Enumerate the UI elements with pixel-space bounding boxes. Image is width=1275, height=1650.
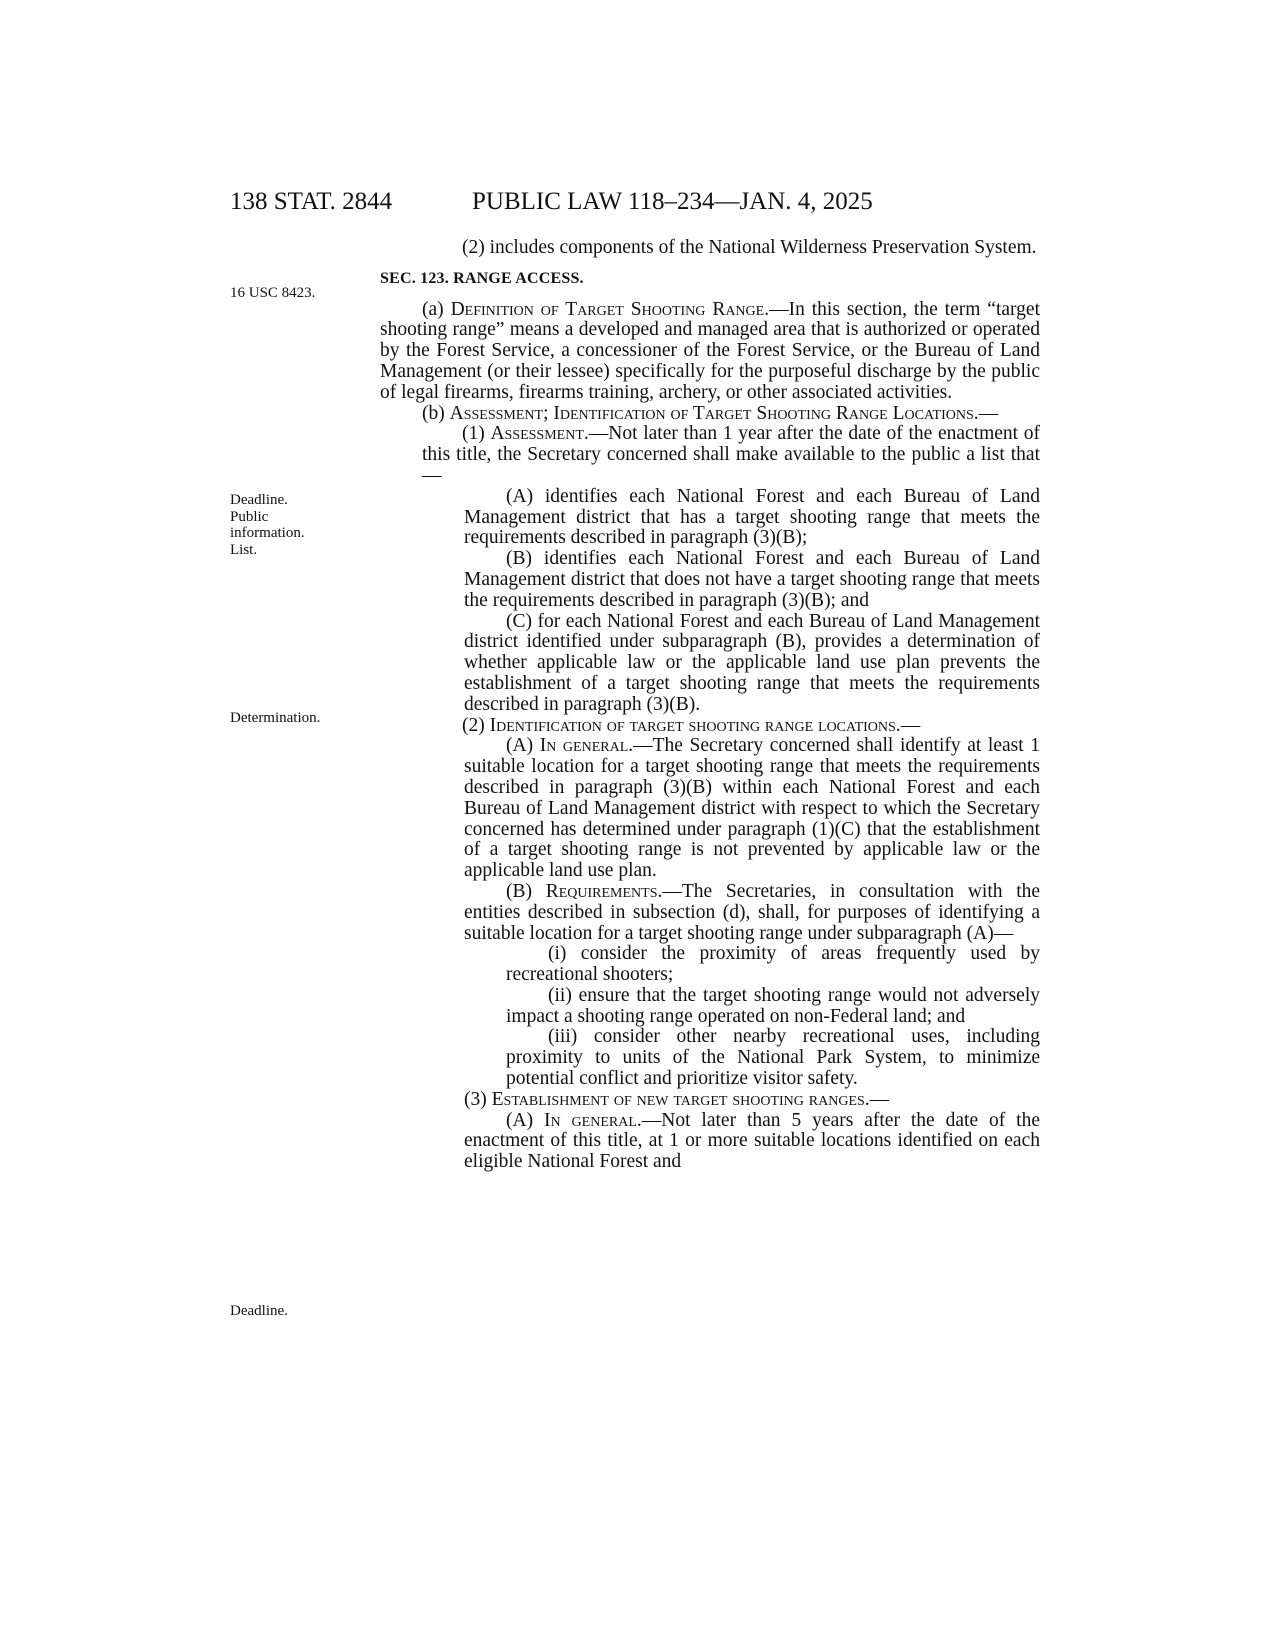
paragraph-b2-dash: — [900,714,921,736]
margin-note-determination: Determination. [230,710,321,726]
subsection-a-text: —In this section, the term “target shooting range” means a developed and managed area that is authorized or operated by the Forest Service, a concessioner of the Forest Service, or the Bureau of Land Management (or their lessee) specifically for the purposeful discharge by the public of legal firearms, firearms training, archery, or other associated activities. [380,298,1041,403]
margin-note-deadline-public-list [230,492,380,558]
subparagraph-b2A-label: (A) [506,735,534,757]
subsection-a-heading: Definition of Target Shooting Range. [450,298,770,320]
clause-b2Bii: (ii) ensure that the target shooting range would not adversely impact a shooting range operated on non-Federal land; and [506,984,1040,1027]
subparagraph-b1C: (C) for each National Forest and each Bureau of Land Management district identified under subparagraph (B), provides a determination of whether applicable law or the applicable land use plan prevents the establishment of a target shooting range that meets the requirements described in paragraph (3)(B). [464,610,1040,715]
margin-note-line: List. [230,541,258,558]
paragraph-b3-heading: Establishment of new target shooting ranges. [491,1088,870,1110]
paragraph-b1-text: —Not later than 1 year after the date of the enactment of this title, the Secretary concerned shall make available to the public a list that— [422,423,1040,486]
subparagraph-b1B: (B) identifies each National Forest and each Bureau of Land Management district that does not have a target shooting range that meets the requirements described in paragraph (3)(B); and [464,548,1040,611]
margin-note-usc: 16 USC 8423. [230,285,316,301]
margin-note-deadline: Deadline. [230,1303,288,1319]
subparagraph-b3A-label: (A) [506,1109,534,1131]
page-running-title: PUBLIC LAW 118–234—JAN. 4, 2025 [472,188,873,215]
subsection-b-heading: Assessment; Identification of Target Shooting Range Locations. [449,402,979,424]
paragraph-b1-heading: Assessment. [490,423,589,445]
clause-b2Biii: (iii) consider other nearby recreational uses, including proximity to units of the National Park System, to minimize potential conflict and prioritize visitor safety. [506,1026,1040,1090]
subparagraph-b2B [380,882,1040,944]
page-stat-citation: 138 STAT. 2844 [230,188,393,215]
subparagraph-b2B-text: —The Secretaries, in consultation with the entities described in subsection (d), shall, for purposes of identifying a suitable location for a target shooting range under subparagraph (A)— [464,880,1041,944]
paragraph-b1-label: (1) [462,423,485,445]
paragraph-b3-dash: — [869,1088,890,1110]
paragraph-b3 [380,1090,1040,1111]
subparagraph-b2B-label: (B) [506,880,532,902]
margin-note-line: Deadline. [230,492,288,508]
subsection-b-label: (b) [422,402,445,424]
paragraph-wilderness: (2) includes components of the National Wilderness Preservation System. [462,237,1037,258]
subparagraph-b2B-heading: Requirements. [545,880,663,902]
paragraph-b2-label: (2) [462,714,485,736]
subparagraph-b1A: (A) identifies each National Forest and each Bureau of Land Management district that has a target shooting range that meets the requirements described in paragraph (3)(B); [464,485,1040,549]
subsection-a [380,300,1040,404]
subparagraph-b3A-heading: In general. [544,1109,642,1131]
subsection-b-dash: — [978,402,999,424]
subparagraph-b2A-heading: In general. [539,735,634,757]
subparagraph-b3A-text: —Not later than 5 years after the date of the enactment of this title, at 1 or more suitable locations identified on each eligible National Forest and [464,1109,1041,1173]
subsection-a-label: (a) [422,298,444,320]
statute-body [380,238,1040,1173]
clause-b2Bi: (i) consider the proximity of areas frequently used by recreational shooters; [506,943,1040,986]
subparagraph-b2A [380,736,1040,882]
paragraph-b2 [380,716,1040,737]
section-heading: SEC. 123. RANGE ACCESS. [380,269,584,287]
paragraph-b3-label: (3) [464,1088,487,1110]
subparagraph-b2A-text: —The Secretary concerned shall identify at least 1 suitable location for a target shooting range that meets the requirements described in paragraph (3)(B) within each National Forest and each Bureau of Land Management district with respect to which the Secretary concerned has determined under paragraph (1)(C) that the establishment of a target shooting range is not prevented by applicable law or the applicable land use plan. [464,735,1041,882]
paragraph-b2-heading: Identification of target shooting range locations. [489,714,901,736]
subsection-b [380,404,1040,425]
paragraph-b1 [380,424,1040,486]
margin-note-line: Public [230,508,269,525]
margin-note-line: information. [230,525,305,541]
subparagraph-b3A [380,1111,1040,1173]
